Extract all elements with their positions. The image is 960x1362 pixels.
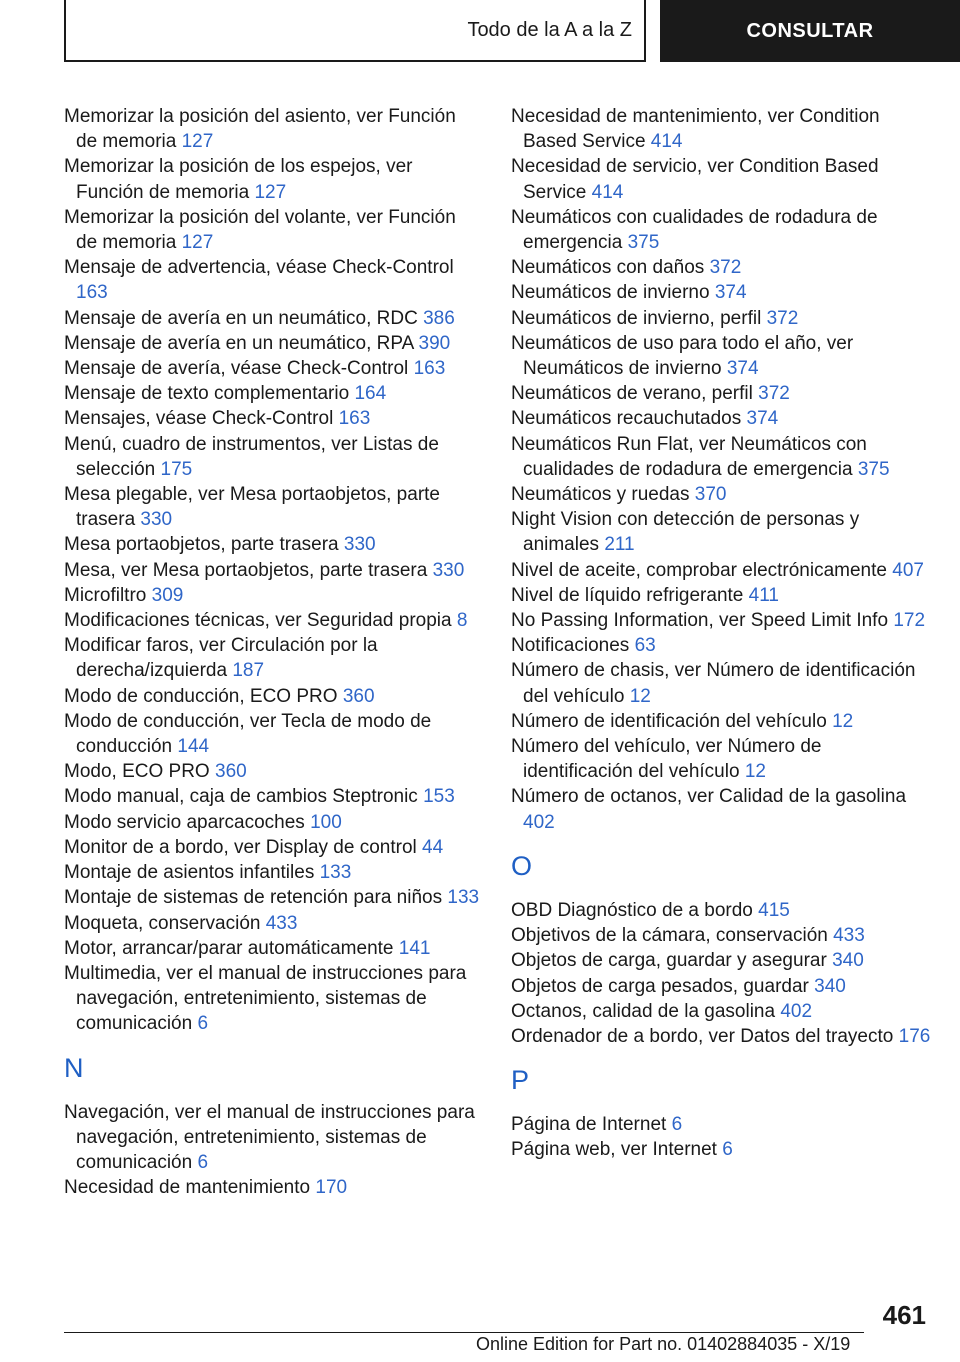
index-list-o [511,898,931,1049]
page-reference-link[interactable]: 374 [746,408,779,430]
page-reference-link[interactable]: 433 [265,912,298,934]
page-reference-link[interactable]: 163 [413,358,446,380]
entry-text: Neumáticos de uso para todo el año, ver Neumáticos de invierno [511,332,854,380]
entry-text: Neumáticos de invierno [511,282,710,304]
index-entry [64,356,480,381]
index-entry [511,633,931,658]
index-entry [64,784,480,809]
index-entry [511,709,931,734]
entry-text: Objetos de carga, guardar y asegurar [511,950,827,972]
entry-text: Mesa, ver Mesa portaobjetos, parte trasera [64,559,428,581]
page-reference-link[interactable]: 375 [857,458,890,480]
entry-text: Memorizar la posición del volante, ver Función de memoria [64,206,456,254]
index-entry [64,961,480,1037]
index-entry [511,432,931,482]
index-entry [511,658,931,708]
entry-text: Modo de conducción, ECO PRO [64,685,338,707]
index-list-m [64,104,480,1037]
page-reference-link[interactable]: 133 [447,887,480,909]
index-entry [64,1100,480,1176]
page-reference-link[interactable]: 390 [418,332,451,354]
index-entry [64,205,480,255]
page-reference-link[interactable]: 340 [814,975,846,997]
entry-text: Objetos de carga pesados, guardar [511,975,809,997]
index-entry [64,835,480,860]
entry-text: Objetivos de la cámara, conservación [511,925,828,947]
index-entry [511,784,931,834]
index-entry [64,608,480,633]
page-reference-link[interactable]: 175 [160,458,193,480]
page-reference-link[interactable]: 330 [140,509,173,531]
page-reference-link[interactable]: 6 [197,1013,209,1035]
index-entry [511,280,931,305]
index-entry [511,734,931,784]
entry-text: Memorizar la posición de los espejos, ver Función de memoria [64,156,413,203]
page-header [64,0,960,64]
entry-text: Notificaciones [511,635,630,657]
entry-text: Neumáticos de verano, perfil [511,383,753,405]
page-reference-link[interactable]: 170 [315,1177,348,1199]
index-entry [64,885,480,910]
page-reference-link[interactable]: 414 [650,131,683,153]
index-entry [64,558,480,583]
entry-text: Moqueta, conservación [64,912,261,934]
entry-text: Ordenador de a bordo, ver Datos del trayecto [511,1025,894,1047]
entry-text: Mensaje de texto complementario [64,383,350,405]
entry-text: Mensajes, véase Check-Control [64,408,334,430]
index-entry [64,810,480,835]
entry-text: Número de chasis, ver Número de identificación del vehículo [511,660,916,707]
page-reference-link[interactable]: 407 [892,559,924,581]
index-entry [511,999,931,1024]
index-entry [511,974,931,999]
page-reference-link[interactable]: 12 [629,685,651,707]
index-entry [511,255,931,280]
page-reference-link[interactable]: 100 [310,811,342,833]
entry-text: Neumáticos y ruedas [511,484,690,506]
entry-text: Número de octanos, ver Calidad de la gasolina [511,786,907,808]
index-entry [511,482,931,507]
entry-text: Neumáticos Run Flat, ver Neumáticos con cualidades de rodadura de emergencia [511,433,867,480]
index-list-p [511,1112,931,1162]
section-label: Todo de la A a la Z [467,18,632,41]
page-reference-link[interactable]: 127 [254,181,287,203]
page-reference-link[interactable]: 402 [523,811,555,833]
entry-text: Multimedia, ver el manual de instrucciones para navegación, entretenimiento, sistemas de comunicación [64,962,467,1035]
entry-text: Neumáticos de invierno, perfil [511,307,762,329]
entry-text: OBD Diagnóstico de a bordo [511,899,753,921]
page-reference-link[interactable]: 372 [758,383,790,405]
entry-text: Microfiltro [64,584,147,606]
page-reference-link[interactable]: 141 [398,937,431,959]
index-letter-n: N [64,1052,84,1083]
entry-text: Nivel de aceite, comprobar electrónicamente [511,559,887,581]
page-reference-link[interactable]: 360 [215,761,247,783]
page-reference-link[interactable]: 187 [232,660,265,682]
entry-text: Monitor de a bordo, ver Display de control [64,836,417,858]
chapter-tab[interactable] [660,0,960,62]
index-entry [511,381,931,406]
entry-text: Mensaje de advertencia, véase Check-Control [64,257,454,279]
entry-text: Nivel de líquido refrigerante [511,584,744,606]
index-column-left [64,104,480,1200]
index-list-n-cont [511,104,931,835]
entry-text: Necesidad de servicio, ver Condition Based Service [511,156,879,203]
page-reference-link[interactable]: 6 [197,1151,209,1173]
index-entry [511,406,931,431]
page-reference-link[interactable]: 12 [832,710,854,732]
index-entry [64,482,480,532]
page-reference-link[interactable]: 360 [342,685,375,707]
index-entry [64,759,480,784]
index-entry [64,381,480,406]
entry-text: Menú, cuadro de instrumentos, ver Listas de selección [64,433,439,480]
page-reference-link[interactable]: 375 [627,232,660,254]
page-reference-link[interactable]: 372 [766,307,799,329]
entry-text: Night Vision con detección de personas y animales [511,509,860,556]
index-list-n [64,1100,480,1201]
entry-text: Página web, ver Internet [511,1139,717,1161]
entry-text: Número de identificación del vehículo [511,710,827,732]
index-entry [511,1137,931,1162]
index-entry [511,104,931,154]
index-entry [511,306,931,331]
entry-text: Modo de conducción, ver Tecla de modo de conducción [64,710,432,758]
page-reference-link[interactable]: 211 [604,534,635,556]
page-reference-link[interactable]: 372 [709,257,742,279]
page-reference-link[interactable]: 163 [338,408,371,430]
page-number: 461 [882,1300,926,1330]
index-entry [511,205,931,255]
page-reference-link[interactable]: 176 [898,1025,931,1047]
page-reference-link[interactable]: 402 [780,1000,813,1022]
entry-text: Neumáticos con daños [511,257,705,279]
page-reference-link[interactable]: 164 [354,383,387,405]
page-reference-link[interactable]: 127 [181,232,214,254]
entry-text: Mensaje de avería, véase Check-Control [64,358,409,380]
page-reference-link[interactable]: 127 [181,131,214,153]
page-reference-link[interactable]: 370 [694,484,727,506]
index-entry [64,432,480,482]
page-reference-link[interactable]: 163 [76,282,108,304]
index-entry [511,558,931,583]
page-reference-link[interactable]: 374 [714,282,747,304]
index-entry [511,507,931,557]
footer-divider [64,1332,864,1333]
index-entry [511,608,931,633]
index-entry [64,255,480,305]
page-reference-link[interactable]: 374 [726,358,759,380]
edition-footer: Online Edition for Part no. 01402884035 - X/19 [476,1334,851,1354]
entry-text: Modificar faros, ver Circulación por la derecha/izquierda [64,635,378,682]
entry-text: Navegación, ver el manual de instrucciones para navegación, entretenimiento, sistemas de comunicación [64,1101,475,1173]
index-entry [64,911,480,936]
entry-text: Necesidad de mantenimiento [64,1177,311,1199]
index-entry [64,709,480,759]
entry-text: Modo, ECO PRO [64,761,210,783]
entry-text: Montaje de sistemas de retención para niños [64,887,443,909]
index-entry [511,331,931,381]
page-reference-link[interactable]: 340 [832,950,864,972]
index-column-right [511,104,931,1163]
index-entry [511,154,931,204]
page-reference-link[interactable]: 6 [671,1114,683,1136]
index-entry [511,1112,931,1137]
index-entry [64,154,480,204]
entry-text: Neumáticos recauchutados [511,408,742,430]
entry-text: Número del vehículo, ver Número de identificación del vehículo [511,736,822,783]
chapter-label: CONSULTAR [746,19,874,42]
index-letter-o: O [511,850,533,881]
page-reference-link[interactable]: 133 [319,862,352,884]
index-entry [64,104,480,154]
page-reference-link[interactable]: 330 [343,534,376,556]
entry-text: Mesa portaobjetos, parte trasera [64,534,339,556]
entry-text: Modo servicio aparcacoches [64,811,305,833]
entry-text: Modificaciones técnicas, ver Seguridad propia [64,610,452,632]
index-entry [511,583,931,608]
index-entry [64,331,480,356]
page-reference-link[interactable]: 386 [423,307,455,329]
index-entry [64,1175,480,1200]
page-reference-link[interactable]: 433 [833,925,865,947]
index-entry [511,923,931,948]
page-reference-link[interactable]: 153 [423,786,455,808]
page-reference-link[interactable]: 8 [456,610,468,632]
page-reference-link[interactable]: 6 [722,1139,733,1161]
entry-text: Mensaje de avería en un neumático, RPA [64,332,414,354]
page-reference-link[interactable]: 63 [634,635,656,657]
index-entry [64,936,480,961]
index-entry [64,532,480,557]
index-entry [64,633,480,683]
entry-text: Página de Internet [511,1114,667,1136]
entry-text: Modo manual, caja de cambios Steptronic [64,786,418,808]
page-reference-link[interactable]: 411 [748,584,779,606]
index-entry [64,306,480,331]
page-reference-link[interactable]: 330 [432,559,465,581]
index-entry [511,898,931,923]
index-entry [511,1024,931,1049]
page-reference-link[interactable]: 144 [177,736,210,758]
index-entry [64,684,480,709]
index-entry [64,406,480,431]
section-tab[interactable] [64,0,646,62]
entry-text: Memorizar la posición del asiento, ver Función de memoria [64,106,456,153]
index-entry [511,948,931,973]
entry-text: Montaje de asientos infantiles [64,862,315,884]
entry-text: Mesa plegable, ver Mesa portaobjetos, parte trasera [64,484,440,531]
index-letter-p: P [511,1065,530,1096]
page-reference-link[interactable]: 414 [591,181,624,203]
index-entry [64,860,480,885]
page-reference-link[interactable]: 309 [151,584,184,606]
page-reference-link[interactable]: 415 [758,899,790,921]
entry-text: Neumáticos con cualidades de rodadura de emergencia [511,206,878,254]
page-reference-link[interactable]: 12 [744,761,766,783]
entry-text: Octanos, calidad de la gasolina [511,1000,776,1022]
entry-text: Necesidad de mantenimiento, ver Condition Based Service [511,106,880,153]
entry-text: Motor, arrancar/parar automáticamente [64,937,394,959]
page-reference-link[interactable]: 44 [422,836,444,858]
page-reference-link[interactable]: 172 [893,610,926,632]
entry-text: Mensaje de avería en un neumático, RDC [64,307,418,329]
entry-text: No Passing Information, ver Speed Limit Info [511,610,889,632]
index-entry [64,583,480,608]
